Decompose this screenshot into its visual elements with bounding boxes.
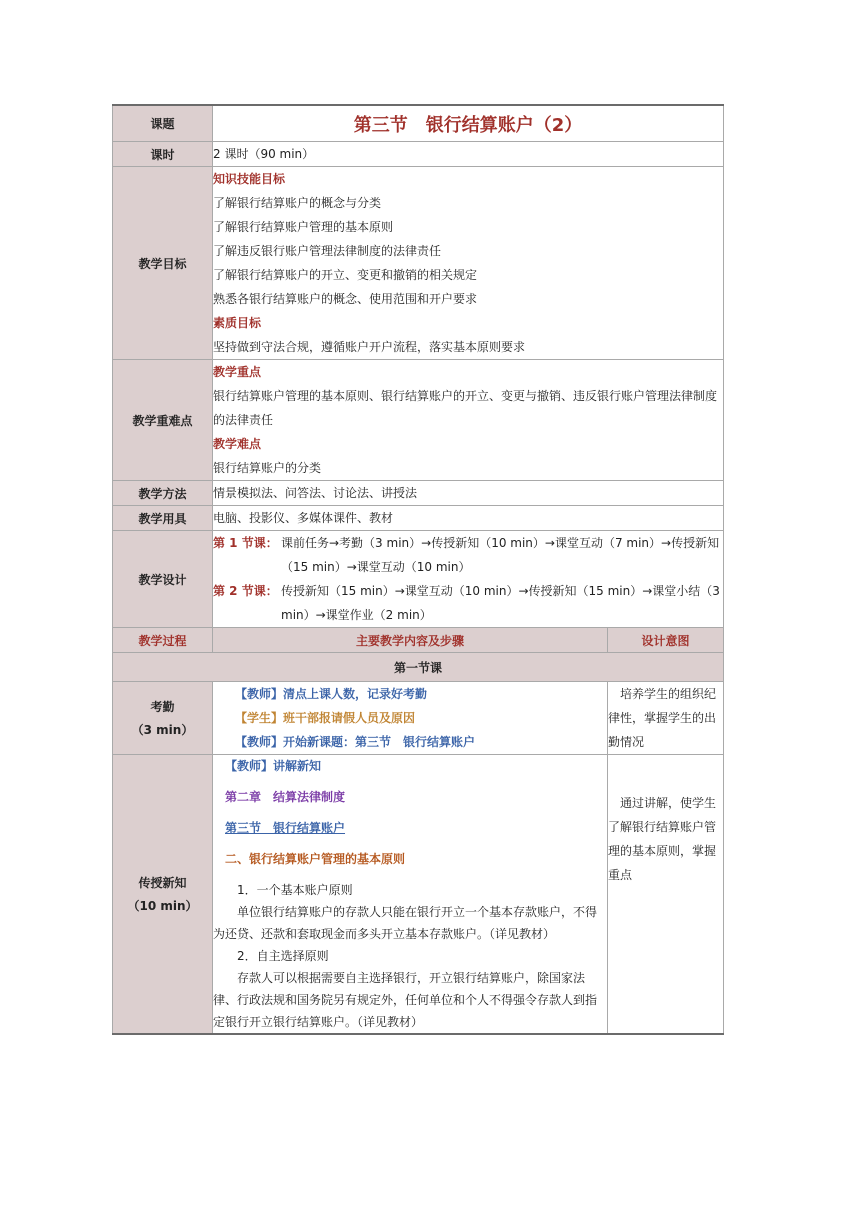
goal-item: 了解银行结算账户管理的基本原则 xyxy=(213,220,394,234)
row-attendance xyxy=(113,682,724,755)
goals-quality-heading: 素质目标 xyxy=(213,316,262,330)
attendance-line-1: 【教师】清点上课人数，记录好考勤 xyxy=(235,687,428,701)
design-lesson-2 xyxy=(213,579,723,627)
row-new-knowledge xyxy=(113,755,724,1035)
tools-value: 电脑、投影仪、多媒体课件、教材 xyxy=(213,506,724,531)
goal-item: 了解违反银行账户管理法律制度的法律责任 xyxy=(213,244,442,258)
label-attendance xyxy=(113,682,213,755)
new-knowledge-time: （10 min） xyxy=(127,899,198,913)
principle-1-text: 单位银行结算账户的存款人只能在银行开立一个基本存款账户，不得为还贷、还款和套取现金而多头开立基本存款账户。（详见教材） xyxy=(213,905,598,941)
section-first-lesson: 第一节课 xyxy=(113,653,724,682)
key-heading: 教学重点 xyxy=(213,365,262,379)
hours-value: 2 课时（90 min） xyxy=(213,142,724,167)
label-new-knowledge xyxy=(113,755,213,1035)
design-lesson-1 xyxy=(213,531,723,579)
principle-2-title: 2．自主选择原则 xyxy=(237,949,329,963)
design-lesson-1-label: 第 1 节课： xyxy=(213,536,278,550)
methods-value: 情景模拟法、问答法、讨论法、讲授法 xyxy=(213,481,724,506)
goals-knowledge-heading: 知识技能目标 xyxy=(213,172,286,186)
section-link-text: 第三节 银行结算账户 xyxy=(225,821,346,835)
row-hours xyxy=(113,142,724,167)
row-section-1 xyxy=(113,653,724,682)
teacher-line: 【教师】讲解新知 xyxy=(225,759,322,773)
row-tools xyxy=(113,506,724,531)
attendance-label: 考勤 xyxy=(150,700,175,714)
attendance-content xyxy=(213,682,608,755)
row-topic xyxy=(113,105,724,142)
section-line xyxy=(213,817,607,839)
principle-1-title: 1．一个基本账户原则 xyxy=(237,883,353,897)
principle-heading: 二、银行结算账户管理的基本原则 xyxy=(225,852,406,866)
lesson-plan-table xyxy=(112,104,724,1035)
label-keypoints: 教学重难点 xyxy=(113,360,213,481)
keypoints-cell xyxy=(213,360,724,481)
label-design: 教学设计 xyxy=(113,531,213,628)
difficult-text: 银行结算账户的分类 xyxy=(213,461,322,475)
difficult-heading: 教学难点 xyxy=(213,437,262,451)
label-methods: 教学方法 xyxy=(113,481,213,506)
attendance-line-3: 【教师】开始新课题：第三节 银行结算账户 xyxy=(235,735,476,749)
design-lesson-2-text: 传授新知（15 min）→课堂互动（10 min）→传授新知（15 min）→课堂小结（3 min）→课堂作业（2 min） xyxy=(281,584,720,622)
label-tools: 教学用具 xyxy=(113,506,213,531)
label-topic: 课题 xyxy=(113,105,213,142)
goal-quality-item: 坚持做到守法合规，遵循账户开户流程，落实基本原则要求 xyxy=(213,340,526,354)
new-knowledge-content xyxy=(213,755,608,1035)
design-lesson-2-label: 第 2 节课： xyxy=(213,584,278,598)
attendance-time: （3 min） xyxy=(131,723,194,737)
goal-item: 了解银行结算账户的概念与分类 xyxy=(213,196,382,210)
new-knowledge-intent: 通过讲解，使学生了解银行结算账户管理的基本原则，掌握重点 xyxy=(608,755,724,1035)
new-knowledge-label: 传授新知 xyxy=(138,876,187,890)
header-process: 教学过程 xyxy=(113,628,213,653)
header-content: 主要教学内容及步骤 xyxy=(213,628,608,653)
row-methods xyxy=(113,481,724,506)
principle-2-text: 存款人可以根据需要自主选择银行，开立银行结算账户，除国家法律、行政法规和国务院另有规定外，任何单位和个人不得强令存款人到指定银行开立银行结算账户。（详见教材） xyxy=(213,971,598,1029)
attendance-line-2: 【学生】班干部报请假人员及原因 xyxy=(235,711,416,725)
chapter-line: 第二章 结算法律制度 xyxy=(225,790,346,804)
design-cell xyxy=(213,531,724,628)
goals-cell xyxy=(213,167,724,360)
label-goals: 教学目标 xyxy=(113,167,213,360)
goal-item: 了解银行结算账户的开立、变更和撤销的相关规定 xyxy=(213,268,478,282)
label-hours: 课时 xyxy=(113,142,213,167)
row-header xyxy=(113,628,724,653)
row-goals xyxy=(113,167,724,360)
lesson-title: 第三节 银行结算账户（2） xyxy=(213,105,724,142)
attendance-intent: 培养学生的组织纪律性，掌握学生的出勤情况 xyxy=(608,682,724,755)
goal-item: 熟悉各银行结算账户的概念、使用范围和开户要求 xyxy=(213,292,478,306)
row-keypoints xyxy=(113,360,724,481)
row-design xyxy=(113,531,724,628)
key-text: 银行结算账户管理的基本原则、银行结算账户的开立、变更与撤销、违反银行账户管理法律制度的法律责任 xyxy=(213,389,718,427)
header-intent: 设计意图 xyxy=(608,628,724,653)
design-lesson-1-text: 课前任务→考勤（3 min）→传授新知（10 min）→课堂互动（7 min）→传授新知（15 min）→课堂互动（10 min） xyxy=(281,536,720,574)
